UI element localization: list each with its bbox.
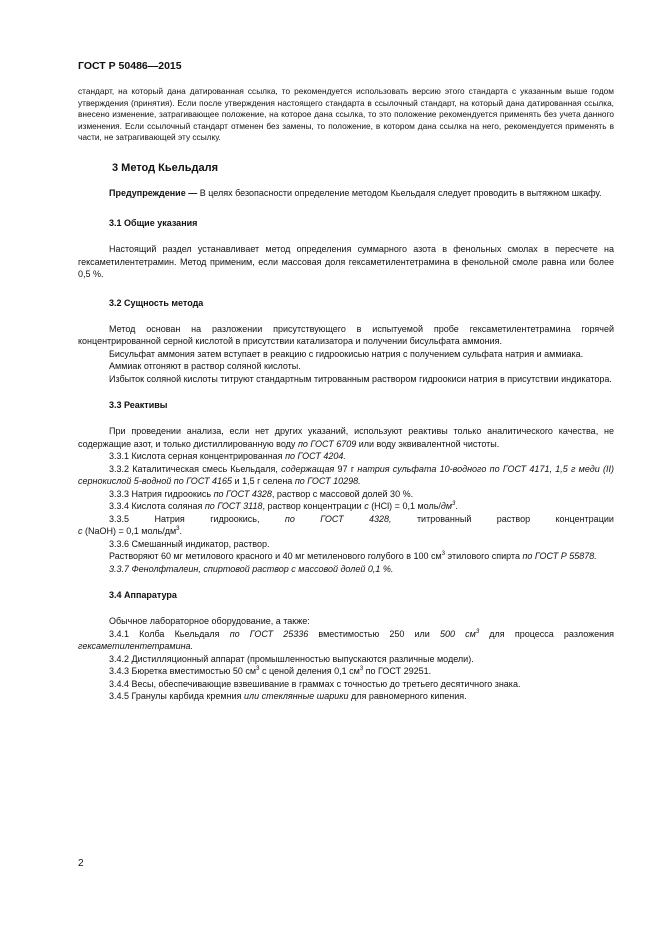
text-run-italic: содержащая [281,463,335,474]
text-run-italic: натрия сульфата 10-водного по ГОСТ 4171, 1,5 г меди (II) сернокислой 5-водной по ГОСТ 4165 [78,463,614,487]
item-3-4-2: 3.4.2 Дистилляционный аппарат (промышленностью выпускаются различные модели). [109,653,474,664]
text-run: . [455,501,458,512]
ref-gost-3118: по ГОСТ 3118 [204,501,263,512]
text-run-italic: дм [440,501,453,512]
section-3-1-title: 3.1 Общие указания [109,218,198,229]
item-3-4-5 [78,690,614,703]
superscript: 3 [176,526,180,533]
text-run: этилового спирта [445,551,523,562]
text-run: 3.3.3 Натрия гидроокись [109,488,214,499]
intro-text: стандарт, на который дана датированная ссылка, то рекомендуется использовать версию этого стандарта с указанным выше годом утверждения (принятия). Если после утверждения настоящего стандарта в ссылочный стандарт, на который дана датированная ссылка, внесено изменение, затрагивающее положение, на которое дана ссылка, то это положение рекомендуется применять без учета данного изменения. Если ссылочный стандарт отменен без замены, то положение, в котором дана ссылка на него, рекомендуется применять в части, не затрагивающей эту ссылку. [78,86,614,143]
word: 3.3.5 [109,513,130,524]
section-3-2-p2: Бисульфат аммония затем вступает в реакцию с гидроокисью натрия с получением сульфата натрия и аммиака. [109,348,584,359]
item-3-3-4 [78,500,614,513]
section-3-3-intro [78,425,614,450]
section-3-4-intro: Обычное лабораторное оборудование, а также: [109,616,310,627]
ref-gost-4204: по ГОСТ 4204. [285,451,346,462]
word: раствор [496,513,531,524]
ref-gost-4328: по ГОСТ 4328 [213,488,272,499]
text-run-italic: c [364,501,369,512]
superscript: 3 [452,501,456,508]
text-run: При проведении анализа, если нет других указаний, используют реактивы только аналитического качества, не содержащие азот, и только дистиллированную воду [78,426,614,449]
ref-gost-25336: по ГОСТ 25336 [229,628,309,639]
text-run: для равномерного кипения. [348,691,467,702]
page-number: 2 [78,858,84,869]
text-run: 97 г [334,463,358,474]
text-run: , раствор с массовой долей 30 %. [271,488,414,499]
document-body [78,86,614,703]
text-run: (NaOH) = 0,1 моль/дм [82,526,177,537]
section-3-2-title: 3.2 Сущность метода [109,297,204,308]
ref-gost-r-55878: по ГОСТ Р 55878. [522,551,597,562]
section-3-1-text: Настоящий раздел устанавливает метод определения суммарного азота в фенольных смолах в пересчете на гексаметилентетрамин. Метод применим, если массовая доля гексаметилентетрамина в фенольной смоле равна или более 0,5 %. [78,244,614,280]
intro-paragraph [78,86,614,144]
item-3-3-5-line1 [78,513,614,526]
word: 4328, [368,513,392,524]
text-run: по ГОСТ 29251. [363,666,432,677]
section-3-2-p1: Метод основан на разложении присутствующего в испытуемой пробе гексаметилентетрамина горячей концентрированной серной кислотой в присутствии катализатора и получении бисульфата аммония. [78,323,614,347]
text-run: . [179,526,183,537]
text-run: с ценой деления 0,1 см [259,666,360,677]
item-3-4-1 [78,628,614,653]
superscript: 3 [256,666,260,673]
item-3-3-3 [78,488,614,501]
text-run: и 1,5 г селена [232,476,295,487]
text-run: 3.3.1 Кислота серная концентрированная [109,451,286,462]
text-run: 3.3.4 Кислота соляная [109,501,205,512]
text-run-italic: или стеклянные шарики [243,691,349,702]
text-run-italic: c [78,526,83,537]
superscript: 3 [475,628,480,635]
section-3-2-p3: Аммиак отгоняют в раствор соляной кислоты. [109,361,301,372]
item-3-4-4: 3.4.4 Весы, обеспечивающие взвешивание в граммах с точностью до третьего десятичного знака. [109,678,521,689]
text-run: вместимостью 250 или [308,628,440,639]
text-run: или воду эквивалентной чистоты. [356,438,500,449]
ref-gost-6709: по ГОСТ 6709 [297,438,357,449]
word: титрованный [416,513,472,524]
warning-label: Предупреждение — [109,187,198,198]
section-3-3-title: 3.3 Реактивы [109,400,168,411]
section-3-2-p4: Избыток соляной кислоты титруют стандартным титрованным раствором гидроокиси натрия в присутствии индикатора. [109,373,612,384]
item-3-3-1 [78,450,614,463]
warning-text: В целях безопасности определение методом Кьельдаля следует проводить в вытяжном шкафу. [197,187,602,198]
item-3-3-7: 3.3.7 Фенолфталеин, спиртовой раствор с массовой долей 0,1 %. [109,563,394,574]
word: по [284,513,295,524]
item-3-3-2 [78,463,614,488]
superscript: 3 [441,551,446,558]
warning-paragraph [78,187,614,200]
ref-gost-10298: по ГОСТ 10298. [294,476,361,487]
item-3-3-5-line2 [78,525,614,538]
text-run: для процесса разложения [479,628,615,639]
text-run-italic: 500 см [439,628,476,639]
text-run: 3.4.3 Бюретка вместимостью 50 см [109,666,257,677]
item-3-4-3 [78,665,614,678]
section-3-title: 3 Метод Кьельдаля [112,161,219,174]
text-run: Растворяют 60 мг метилового красного и 40 мг метиленового голубого в 100 см [109,551,442,562]
section-3-4-title: 3.4 Аппаратура [109,590,177,601]
text-run: 3.4.1 Колба Кьельдаля [109,628,230,639]
word: Натрия [154,513,185,524]
word: концентрации [555,513,614,524]
item-3-3-6: 3.3.6 Смешанный индикатор, раствор. [109,538,270,549]
text-run: 3.4.5 Гранулы карбида кремния [109,691,244,702]
word: гидроокись, [210,513,260,524]
text-run: (HCl) = 0,1 моль/ [368,501,441,512]
text-run: 3.3.2 Каталитическая смесь Кьельдаля, [109,463,282,474]
document-header: ГОСТ Р 50486—2015 [78,60,182,72]
word: ГОСТ [320,513,344,524]
item-3-3-6-text [78,550,614,563]
text-run-italic: гексаметилентетрамина. [78,641,194,652]
text-run: , раствор концентрации [262,501,365,512]
superscript: 3 [359,666,364,673]
